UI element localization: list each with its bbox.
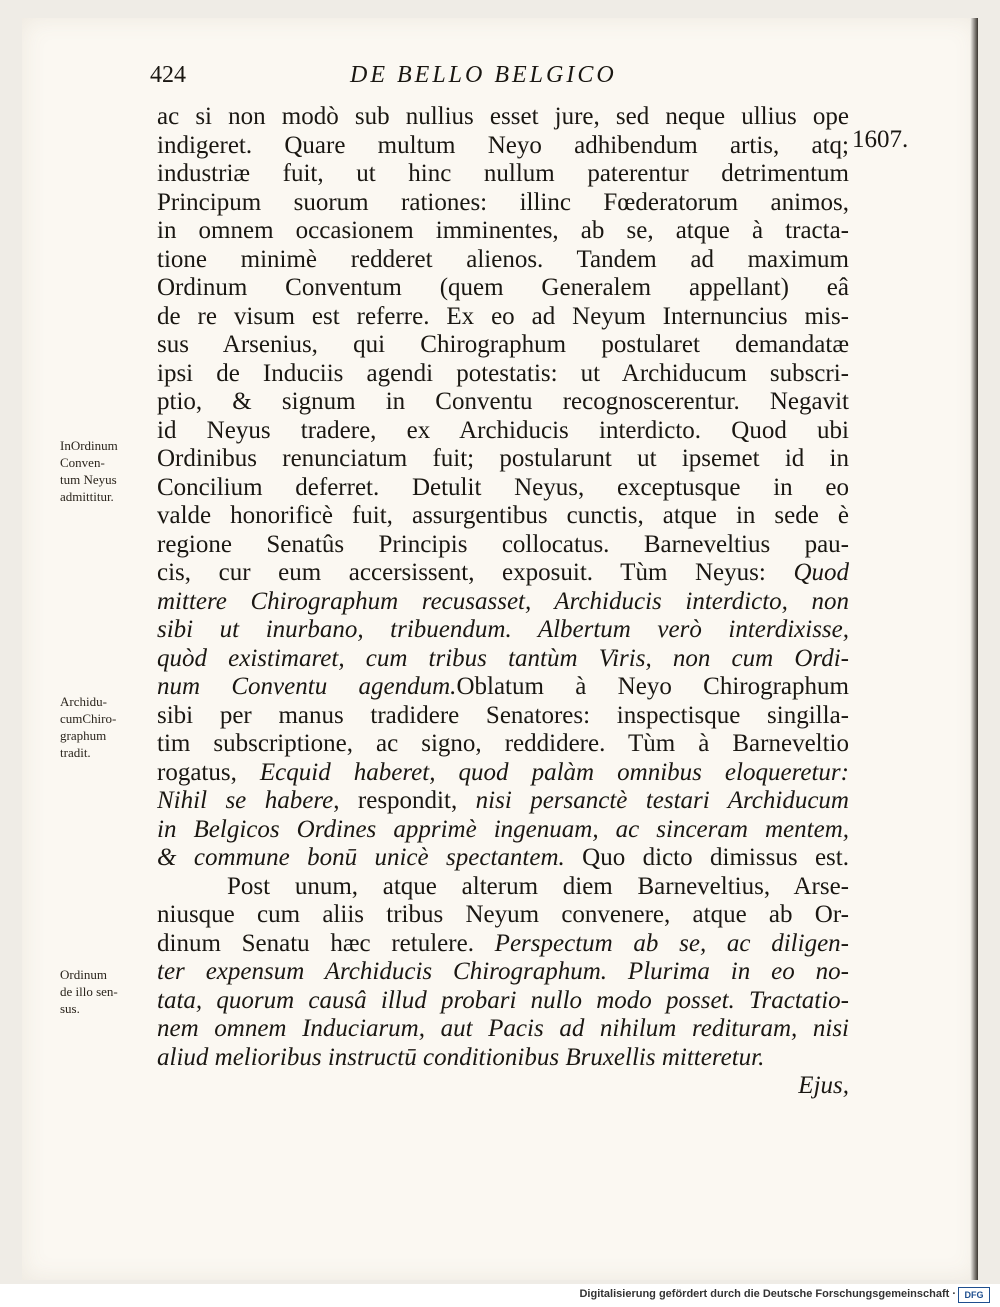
text-line [157,987,849,1016]
text-line [157,702,849,731]
text-line [157,103,849,132]
text-line [157,844,849,873]
text-line [157,360,849,389]
text-segment: Oblatum à Neyo Chirographum [456,673,849,700]
text-line [157,417,849,446]
text-segment: ter expensum Archiducis Chirographum. Plurima in eo no- [157,958,849,985]
margin-year: 1607. [852,126,909,153]
sidenote-line: cumChiro- [60,711,117,726]
sidenote-line: Ordinum [60,967,107,982]
sidenote-line: de illo sen- [60,984,118,999]
sidenote-line: admittitur. [60,489,114,504]
text-segment: aliud melioribus instructū conditionibus Bruxellis mitteretur. [157,1043,765,1071]
text-line [157,474,849,503]
text-line [157,1015,849,1044]
text-line [157,673,849,702]
sidenote [60,437,160,505]
text-line [157,787,849,816]
text-segment: dinum Senatu hæc retulere. [157,929,495,957]
text-line [157,930,849,959]
text-line [157,160,849,189]
text-segment: tione minimè redderet alienos. Tandem ad maximum [157,245,849,273]
text-segment: ac si non modò sub nullius esset jure, sed neque ullius ope [157,103,849,130]
text-segment: Quo dicto dimissus est. [564,844,849,871]
text-segment: valde honorificè fuit, assurgentibus cunctis, atque in sede è [157,502,849,529]
text-line [157,958,849,987]
text-segment: Post unum, atque alterum diem Barneveltius, Arse- [227,872,849,900]
text-segment: sus Arsenius, qui Chirographum postularet demandatæ [157,331,849,358]
text-segment: ipsi de Induciis agendi potestatis: ut Archiducum subscri- [157,359,849,387]
text-segment: quòd existimaret, cum tribus tantùm Viris, non cum Ordi- [157,644,849,672]
text-segment: ptio, & signum in Conventu recognoscerentur. Negavit [157,388,849,415]
text-segment: sibi ut inurbano, tribuendum. Albertum verò interdixisse, [157,616,849,643]
page-binding-edge [970,18,978,1280]
sidenote [60,966,160,1017]
text-line [157,246,849,275]
sidenote-line: Archidu- [60,694,107,709]
text-segment: Concilium deferret. Detulit Neyus, exceptusque in eo [157,473,849,501]
text-segment: Principum suorum rationes: illinc Fœderatorum animos, [157,188,849,216]
text-line [157,645,849,674]
sidenote-line: tum Neyus [60,472,117,487]
text-segment: mittere Chirographum recusasset, Archiducis interdicto, non [157,587,849,615]
footer-bar [0,1284,1000,1307]
text-segment: Nihil se habere [157,787,334,814]
text-line [157,189,849,218]
text-line [157,217,849,246]
text-segment: in Belgicos Ordines apprimè ingenuam, ac sinceram mentem, [157,815,849,843]
dfg-logo: DFG [958,1287,990,1303]
text-line [157,132,849,161]
funding-credit: Digitalisierung gefördert durch die Deutsche Forschungsgemeinschaft · [579,1288,956,1300]
text-line [157,1072,849,1101]
text-line [157,730,849,759]
text-segment: Ordinibus renunciatum fuit; postularunt ut ipsemet id in [157,445,849,472]
text-segment: cis, cur eum accersissent, exposuit. Tùm Neyus: [157,559,794,586]
running-header [150,62,670,98]
text-line [157,531,849,560]
text-segment: niusque cum aliis tribus Neyum convenere, atque ab Or- [157,901,849,928]
running-title: DE BELLO BELGICO [350,62,617,88]
text-line [157,901,849,930]
text-line [157,445,849,474]
sidenote-line: graphum [60,728,107,743]
text-line [157,616,849,645]
text-segment: , respondit, [333,787,476,814]
text-segment: rogatus, [157,758,260,786]
text-line [157,759,849,788]
text-segment: in omnem occasionem imminentes, ab se, atque à tracta- [157,217,849,244]
sidenote-line: InOrdinum [60,438,118,453]
text-segment: Perspectum ab se, ac diligen- [494,929,849,957]
text-line [157,274,849,303]
text-line [157,502,849,531]
text-segment: industriæ fuit, ut hinc nullum paterentur detrimentum [157,160,849,187]
sidenote-line: Conven- [60,455,105,470]
text-segment: Quod [793,559,849,586]
text-segment: tim subscriptione, ac signo, reddidere. Tùm à Barneveltio [157,730,849,757]
sidenote-line: tradit. [60,745,91,760]
text-segment: id Neyus tradere, ex Archiducis interdicto. Quod ubi [157,416,849,444]
text-segment: de re visum est referre. Ex eo ad Neyum Internuncius mis- [157,302,849,330]
text-line [157,1044,849,1073]
text-line [157,303,849,332]
text-line [157,559,849,588]
text-segment: regione Senatûs Principis collocatus. Barneveltius pau- [157,530,849,558]
text-segment: Ordinum Conventum (quem Generalem appellant) eâ [157,274,849,301]
sidenote [60,693,160,761]
page-number: 424 [150,62,186,88]
text-segment: num Conventu agendum. [157,673,457,700]
text-line [157,588,849,617]
text-line [157,816,849,845]
text-segment: tata, quorum causâ illud probari nullo modo posset. Tractatio- [157,986,849,1014]
text-segment: nisi persanctè testari Archiducum [475,787,849,814]
text-line [157,331,849,360]
text-segment: & commune bonū unicè spectantem. [157,844,565,871]
text-segment: nem omnem Induciarum, aut Pacis ad nihilum redituram, nisi [157,1015,849,1042]
text-segment: Ejus, [798,1072,849,1099]
text-segment: sibi per manus tradidere Senatores: inspectisque singilla- [157,701,849,729]
text-line [157,388,849,417]
text-segment: Ecquid haberet, quod palàm omnibus eloqueretur: [259,758,849,786]
text-segment: indigeret. Quare multum Neyo adhibendum artis, atq; [157,131,849,159]
sidenote-line: sus. [60,1001,80,1016]
text-line [157,873,849,902]
main-text-block [157,103,849,1101]
